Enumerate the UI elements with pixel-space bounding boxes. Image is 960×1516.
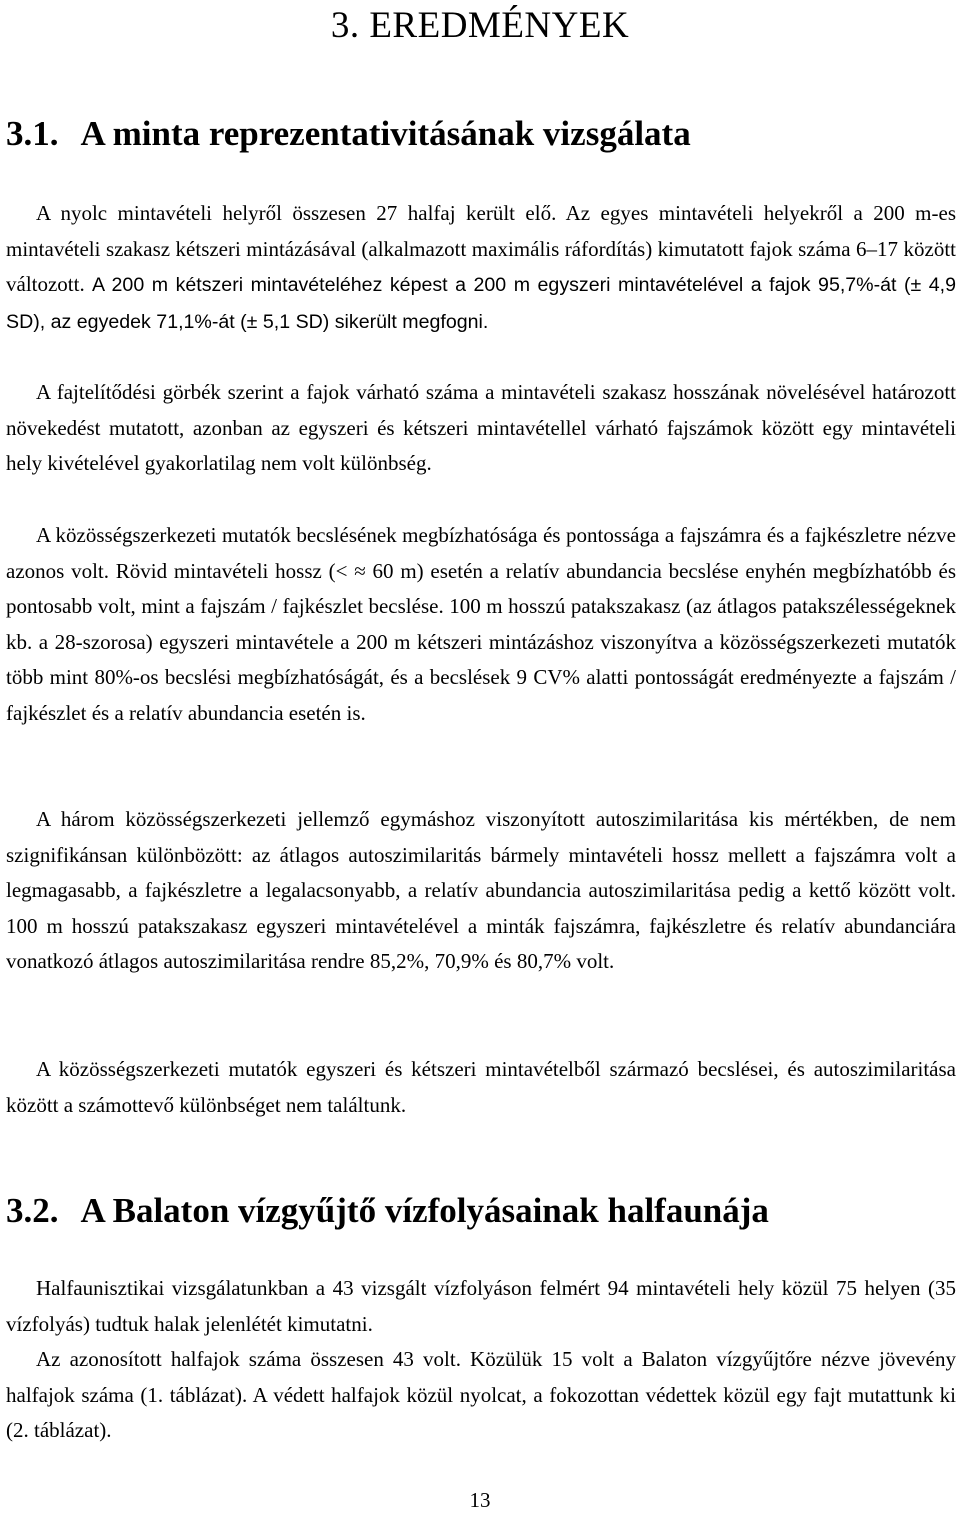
chapter-title: 3. EREDMÉNYEK	[330, 5, 630, 46]
paragraph-faunistic-survey: Halfaunisztikai vizsgálatunkban a 43 vizsgált vízfolyáson felmért 94 mintavételi hely közül 75 helyen (35 vízfolyás) tudtuk halak jelenlétét kimutatni.	[6, 1276, 956, 1336]
section-heading-3-2	[6, 1189, 769, 1233]
paragraph-autosimilarity: A három közösségszerkezeti jellemző egymáshoz viszonyított autoszimilaritása kis mértékben, de nem szignifikánsan különbözött: az átlagos autoszimilaritás bármely mintavételi hossz mellett a fajszámra volt a legmagasabb, a fajkészletre a legalacsonyabb, a relatív abundancia autoszimilaritása pedig a kettő között volt. 100 m hosszú patakszakasz egyszeri mintavételével a minták fajszámra, fajkészletre és relatív abundanciára vonatkozó átlagos autoszimilaritása rendre 85,2%, 70,9% és 80,7% volt.	[6, 807, 956, 973]
section-title-text: A Balaton vízgyűjtő vízfolyásainak halfaunája	[80, 1191, 769, 1230]
section-number: 3.1.	[6, 114, 59, 153]
paragraph-text-serif: A nyolc mintavételi helyről összesen 27 halfaj került elő. Az egyes mintavételi helyekről a 200 m-es mintavételi szakasz kétszeri mintázásával (alkalmazott maximális ráfordítás) kimutatott fajok száma 6–17 között változott.	[6, 201, 956, 296]
section-number: 3.2.	[6, 1191, 59, 1230]
paragraph-identified-species: Az azonosított halfajok száma összesen 43 volt. Közülük 15 volt a Balaton vízgyűjtőre nézve jövevény halfajok száma (1. táblázat). A védett halfajok közül nyolcat, a fokozottan védettek közül egy fajt mutattunk ki (2. táblázat).	[6, 1347, 956, 1442]
paragraph-text-sans: A 200 m kétszeri mintavételéhez képest a 200 m egyszeri mintavételével a fajok 95,7%-át (± 4,9 SD), az egyedek 71,1%-át (± 5,1 SD) sikerült megfogni.	[6, 274, 956, 333]
paragraph-sample-sites	[6, 196, 956, 340]
paragraph-sampling-comparison: A közösségszerkezeti mutatók egyszeri és kétszeri mintavételből származó becslései, és autoszimilaritása között a számottevő különbséget nem találtunk.	[6, 1057, 956, 1117]
page-number: 13	[469, 1488, 491, 1512]
paragraph-saturation-curves: A fajtelítődési görbék szerint a fajok várható száma a mintavételi szakasz hosszának növelésével határozott növekedést mutatott, azonban az egyszeri és kétszeri mintavétellel várható fajszámok között egy mintavételi hely kivételével gyakorlatilag nem volt különbség.	[6, 380, 956, 475]
section-heading-3-1	[6, 112, 691, 156]
section-title-text: A minta reprezentativitásának vizsgálata	[80, 114, 691, 153]
paragraph-estimation-reliability: A közösségszerkezeti mutatók becslésének megbízhatósága és pontossága a fajszámra és a fajkészletre nézve azonos volt. Rövid mintavételi hossz (< ≈ 60 m) esetén a relatív abundancia becslése enyhén megbízhatóbb és pontosabb volt, mint a fajszám / fajkészlet becslése. 100 m hosszú patakszakasz (az átlagos patakszélességeknek kb. a 28-szorosa) egyszeri mintavétele a 200 m kétszeri mintázáshoz viszonyítva a közösségszerkezeti mutatók több mint 80%-os becslési megbízhatóságát, és a becslések 9 CV% alatti pontosságát eredményezte a fajszám / fajkészlet és a relatív abundancia esetén is.	[6, 523, 956, 725]
